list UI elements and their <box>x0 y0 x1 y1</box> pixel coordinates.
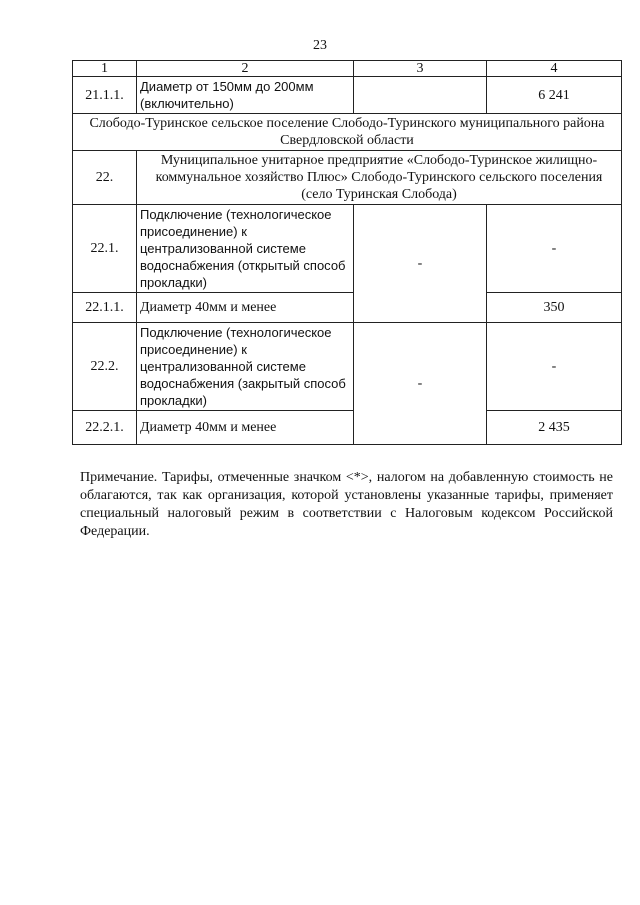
row-col3 <box>354 77 487 114</box>
header-col-4: 4 <box>487 61 622 77</box>
tariff-table <box>72 60 622 445</box>
table-row <box>73 205 622 293</box>
table-header-row <box>73 61 622 77</box>
row-value: 6 241 <box>487 77 622 114</box>
row-number: 22.1. <box>73 205 137 293</box>
organization-name: Муниципальное унитарное предприятие «Слободо-Туринское жилищно-коммунальное хозяйство Плюс» Слободо-Туринского сельского поселения (село Туринская Слобода) <box>137 151 622 205</box>
header-col-2: 2 <box>137 61 354 77</box>
row-description: Подключение (технологическое присоединение) к централизованной системе водоснабжения (открытый способ прокладки) <box>137 205 354 293</box>
table-row <box>73 293 622 323</box>
row-description: Подключение (технологическое присоединение) к централизованной системе водоснабжения (закрытый способ прокладки) <box>137 323 354 411</box>
row-number: 22.2. <box>73 323 137 411</box>
row-value: 2 435 <box>487 411 622 445</box>
row-col3: - <box>354 205 487 323</box>
row-description: Диаметр 40мм и менее <box>137 411 354 445</box>
footnote: Примечание. Тарифы, отмеченные значком <*>, налогом на добавленную стоимость не облагаются, так как организация, которой установлены указанные тарифы, применяет специальный налоговый режим в соответствии с Налоговым кодексом Российской Федерации. <box>80 470 613 539</box>
table-row <box>73 77 622 114</box>
row-value: - <box>487 205 622 293</box>
row-value: 350 <box>487 293 622 323</box>
row-number: 22.2.1. <box>73 411 137 445</box>
section-title: Слободо-Туринское сельское поселение Слободо-Туринского муниципального района Свердловской области <box>73 114 622 151</box>
header-col-3: 3 <box>354 61 487 77</box>
row-description: Диаметр 40мм и менее <box>137 293 354 323</box>
section-row <box>73 114 622 151</box>
header-col-1: 1 <box>73 61 137 77</box>
row-description: Диаметр от 150мм до 200мм (включительно) <box>137 77 354 114</box>
organization-row <box>73 151 622 205</box>
table-row <box>73 323 622 411</box>
row-value: - <box>487 323 622 411</box>
row-number: 22. <box>73 151 137 205</box>
row-number: 22.1.1. <box>73 293 137 323</box>
row-number: 21.1.1. <box>73 77 137 114</box>
page-number: 23 <box>313 38 327 53</box>
table-row <box>73 411 622 445</box>
row-col3: - <box>354 323 487 445</box>
